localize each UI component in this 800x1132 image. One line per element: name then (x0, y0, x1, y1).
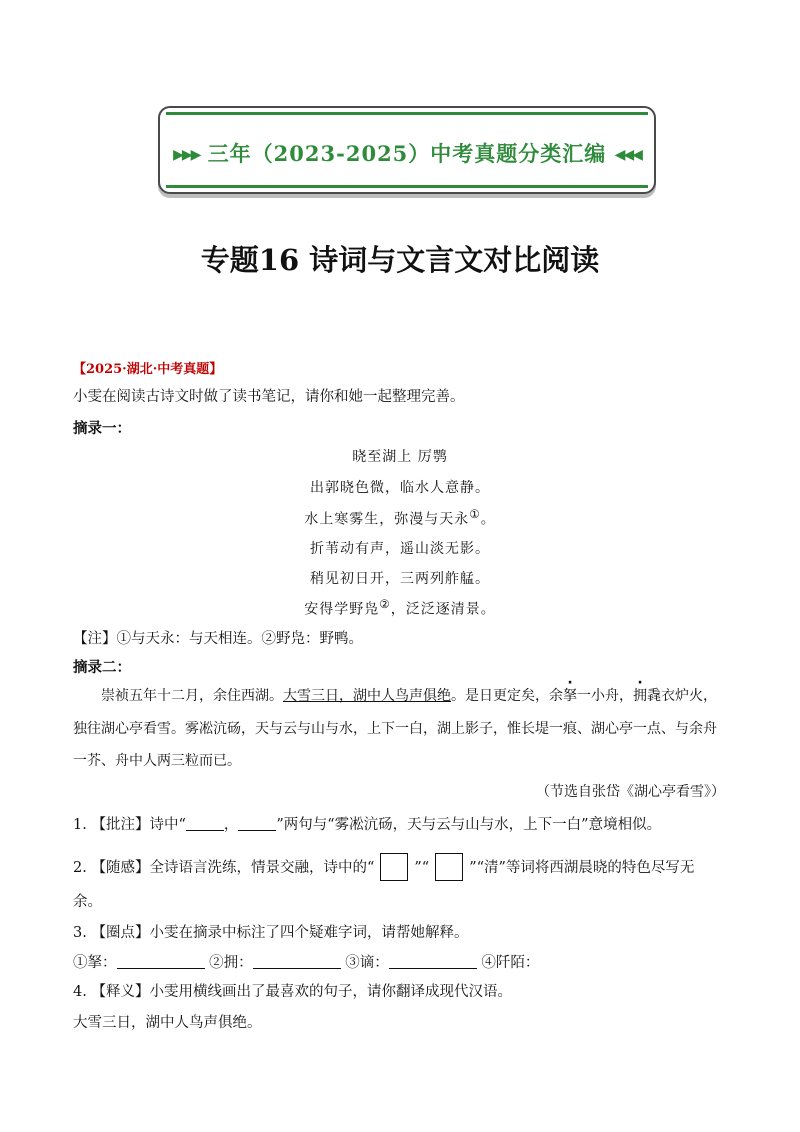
answer-box[interactable] (380, 853, 408, 881)
q2-text-c: ”“清”等词将西湖晨晓的特色尽写无 (469, 860, 695, 876)
source-tag: 【2025·湖北·中考真题】 (73, 362, 223, 377)
q3-item-2: ②拥： (209, 955, 253, 971)
answer-blank[interactable] (253, 954, 341, 969)
poem-line-2-end: 。 (480, 511, 496, 528)
poem-note: 【注】①与天永：与天相连。②野凫：野鸭。 (73, 631, 363, 647)
answer-blank[interactable] (186, 816, 224, 831)
arrows-left-icon: ◀◀◀ (614, 147, 641, 163)
q3-item-4: ④阡陌： (481, 955, 540, 971)
note-mark-2: ② (379, 597, 391, 611)
prose-1d: 毳衣炉火， (647, 688, 717, 704)
excerpt1-label: 摘录一： (73, 420, 131, 437)
question-1 (73, 813, 661, 834)
answer-blank[interactable] (117, 954, 205, 969)
question-3-items (73, 951, 539, 972)
banner-top-rule (166, 112, 648, 115)
intro-text: 小雯在阅读古诗文时做了读书笔记，请你和她一起整理完善。 (73, 389, 465, 405)
banner-text (160, 138, 654, 168)
question-4: 4. 【释义】小雯用横线画出了最喜欢的句子，请你翻译成现代汉语。 (73, 984, 512, 1000)
note-mark-1: ① (469, 507, 481, 521)
poem-line-2-text: 水上寒雾生，弥漫与天永 (304, 511, 470, 528)
q2-text-a: 2. 【随感】全诗语言洗练，情景交融，诗中的“ (73, 860, 375, 876)
poem-title: 晓至湖上 厉鹗 (352, 449, 448, 465)
marked-word-2: 拥 (633, 688, 647, 704)
answer-blank[interactable] (238, 816, 276, 831)
title-banner (158, 106, 656, 194)
excerpt-source: （节选自张岱《湖心亭看雪》） (536, 784, 725, 800)
banner-bottom-rule (166, 185, 648, 188)
prose-line-2: 独往湖心亭看雪。雾凇沆砀，天与云与山与水，上下一白，湖上影子，惟长堤一痕、湖心亭一点、与余舟 (73, 721, 717, 737)
poem-line-5 (0, 597, 800, 619)
q3-item-1: ①拏： (73, 955, 117, 971)
question-2 (73, 853, 694, 881)
prose-line-3: 一芥、舟中人两三粒而已。 (73, 753, 241, 769)
poem-line-1: 出郭晓色微，临水人意静。 (310, 480, 490, 496)
marked-word-1: 拏 (563, 688, 577, 704)
poem-line-4: 稍见初日开，三两列舴艋。 (310, 571, 490, 587)
arrows-right-icon: ▶▶▶ (173, 147, 200, 163)
question-3: 3. 【圈点】小雯在摘录中标注了四个疑难字词，请帮她解释。 (73, 925, 469, 941)
prose-line-1 (101, 685, 761, 705)
prose-1c: 一小舟， (577, 688, 633, 704)
q3-item-3: ③谪： (345, 955, 389, 971)
question-4-sentence: 大雪三日，湖中人鸟声俱绝。 (73, 1015, 262, 1031)
poem-line-5-a: 安得学野凫 (304, 601, 380, 618)
page-title: 专题16 诗词与文言文对比阅读 (200, 243, 600, 277)
answer-blank[interactable] (389, 954, 477, 969)
banner-label: 三年（2023-2025）中考真题分类汇编 (207, 141, 607, 166)
prose-1a: 崇祯五年十二月，余住西湖。 (101, 688, 283, 704)
excerpt2-label: 摘录二： (73, 659, 131, 676)
answer-box[interactable] (435, 853, 463, 881)
q1-text-a: 1. 【批注】诗中“ (73, 817, 186, 833)
question-2-cont: 余。 (73, 894, 102, 910)
underlined-sentence: 大雪三日，湖中人鸟声俱绝 (283, 688, 451, 704)
poem-line-3: 折苇动有声，遥山淡无影。 (310, 541, 490, 557)
q1-text-c: ”两句与“雾凇沆砀，天与云与山与水，上下一白”意境相似。 (276, 817, 662, 833)
prose-1b: 。是日更定矣，余 (451, 688, 563, 704)
poem-line-5-b: ，泛泛逐清景。 (390, 601, 496, 618)
poem-line-2 (0, 507, 800, 529)
q2-text-b: ”“ (414, 860, 430, 876)
q1-text-b: ， (223, 817, 239, 833)
